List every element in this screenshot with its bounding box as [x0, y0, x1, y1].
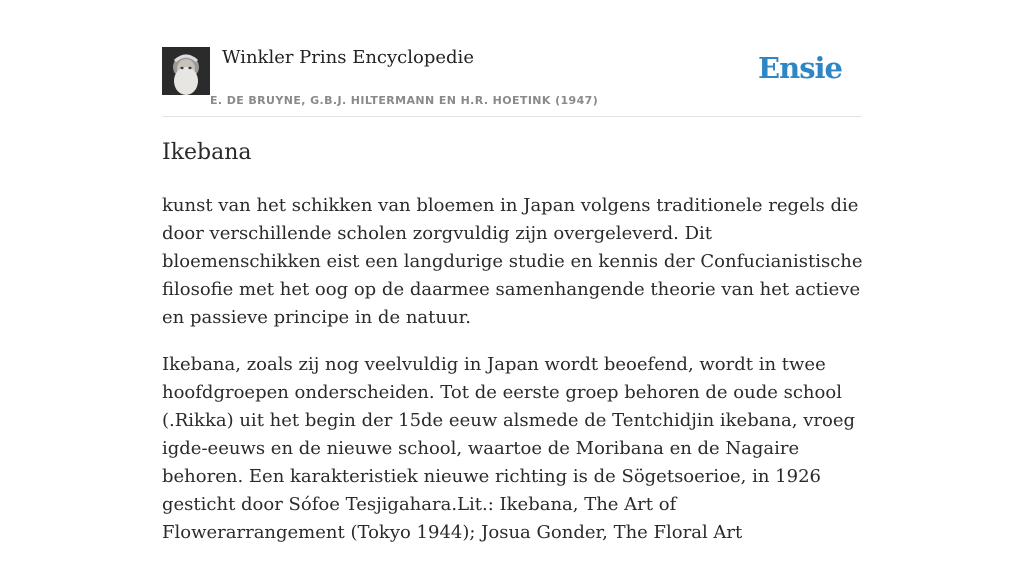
ensie-logo[interactable]: Ensie: [758, 51, 842, 85]
article-body: [162, 192, 864, 566]
article-title: Ikebana: [162, 140, 252, 165]
authors-credit: E. DE BRUYNE, G.B.J. HILTERMANN EN H.R. HOETINK (1947): [210, 94, 599, 107]
article-paragraph: Ikebana, zoals zij nog veelvuldig in Japan wordt beoefend, wordt in twee hoofdgroepen onderscheiden. Tot de eerste groep behoren de oude school (.Rikka) uit het begin der 15de eeuw alsmede de Tentchidjin ikebana, vroeg igde-eeuws en de nieuwe school, waartoe de Moribana en de Nagaire behoren. Een karakteristiek nieuwe richting is de Sögetsoerioe, in 1926 gesticht door Sófoe Tesjigahara.Lit.: Ikebana, The Art of Flowerarrangement (Tokyo 1944); Josua Gonder, The Floral Art: [162, 354, 855, 543]
site-header: [162, 44, 862, 117]
author-avatar: [162, 47, 210, 95]
site-title[interactable]: Winkler Prins Encyclopedie: [222, 47, 474, 68]
portrait-image: [162, 47, 210, 95]
article-paragraph: kunst van het schikken van bloemen in Japan volgens traditionele regels die door verschillende scholen zorgvuldig zijn overgeleverd. Dit bloemenschikken eist een langdurige studie en kennis der Confucianistische filosofie met het oog op de daarmee samenhangende theorie van het actieve en passieve principe in de natuur.: [162, 195, 863, 328]
